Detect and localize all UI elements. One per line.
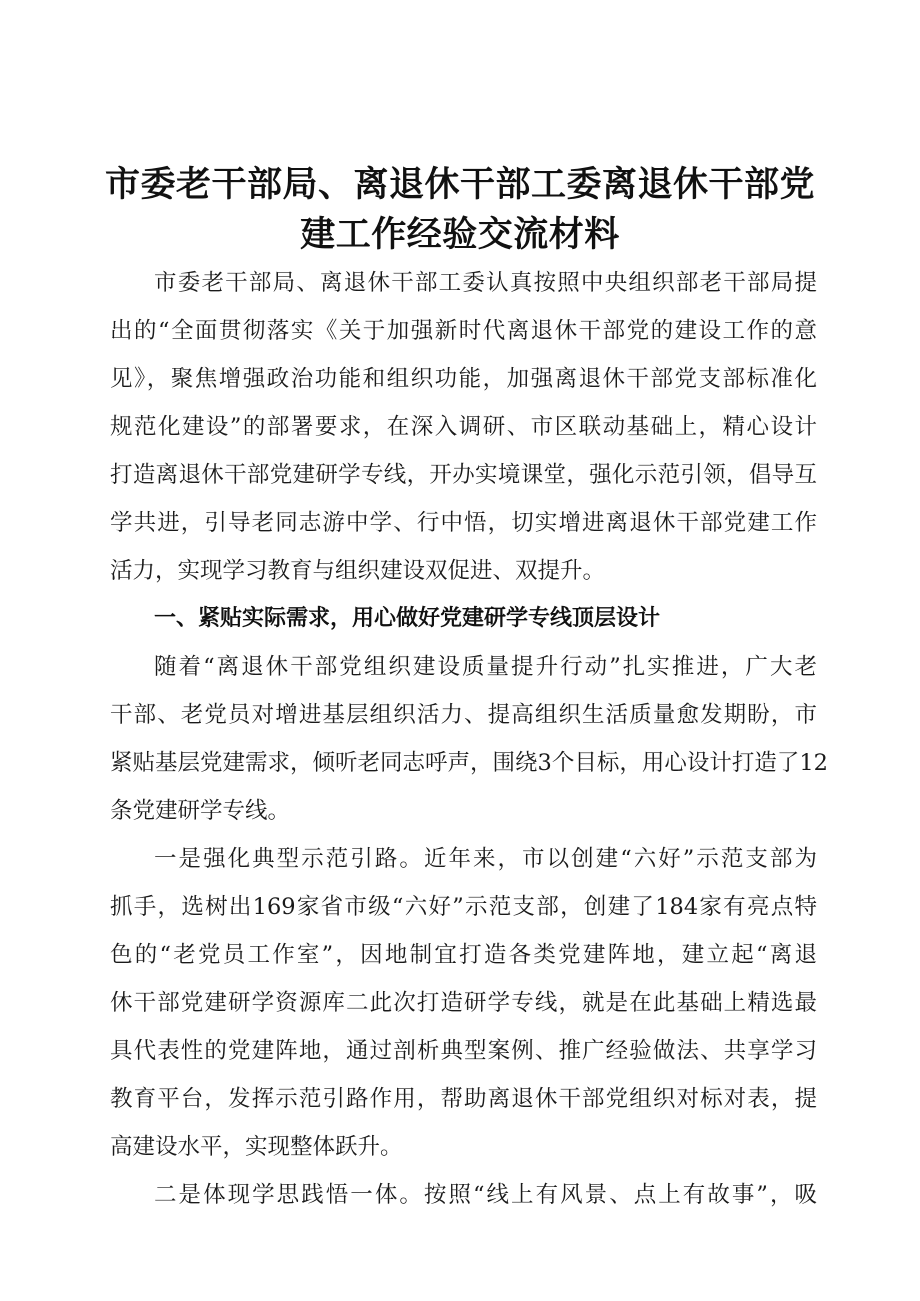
paragraph-3-line-2: 抓手，选树出169家省市级“六好”示范支部，创建了184家有亮点特 bbox=[110, 894, 817, 920]
document-title-line-2: 建工作经验交流材料 bbox=[300, 215, 620, 255]
section-heading-1: 一、紧贴实际需求，用心做好党建研学专线顶层设计 bbox=[154, 606, 661, 631]
paragraph-1-line-1: 市委老干部局、离退休干部工委认真按照中央组织部老干部局提 bbox=[154, 270, 817, 296]
paragraph-3-line-7: 高建设水平，实现整体跃升。 bbox=[110, 1134, 403, 1160]
paragraph-1-line-4: 规范化建设”的部署要求，在深入调研、市区联动基础上，精心设计 bbox=[110, 414, 817, 440]
paragraph-2-line-3: 紧贴基层党建需求，倾听老同志呼声，围绕3个目标，用心设计打造了12 bbox=[110, 750, 828, 776]
paragraph-3-line-3: 色的“老党员工作室”，因地制宜打造各类党建阵地，建立起“离退 bbox=[110, 942, 817, 968]
paragraph-2-line-4: 条党建研学专线。 bbox=[110, 798, 291, 824]
paragraph-2-line-1: 随着“离退休干部党组织建设质量提升行动”扎实推进，广大老 bbox=[154, 654, 817, 680]
paragraph-3-line-4: 休干部党建研学资源库二此次打造研学专线，就是在此基础上精选最 bbox=[110, 990, 817, 1016]
document-title-line-1: 市委老干部局、离退休干部工委离退休干部党 bbox=[104, 165, 815, 205]
paragraph-4-line-1: 二是体现学思践悟一体。按照“线上有风景、点上有故事”，吸 bbox=[154, 1182, 817, 1208]
paragraph-1-line-7: 活力，实现学习教育与组织建设双促进、双提升。 bbox=[110, 558, 606, 584]
paragraph-3-line-1: 一是强化典型示范引路。近年来，市以创建“六好”示范支部为 bbox=[154, 846, 817, 872]
paragraph-1-line-3: 见》，聚焦增强政治功能和组织功能，加强离退休干部党支部标准化 bbox=[110, 366, 817, 392]
paragraph-1-line-5: 打造离退休干部党建研学专线，开办实境课堂，强化示范引领，倡导互 bbox=[110, 462, 817, 488]
paragraph-2-line-2: 干部、老党员对增进基层组织活力、提高组织生活质量愈发期盼，市 bbox=[110, 702, 817, 728]
paragraph-1-line-6: 学共进，引导老同志游中学、行中悟，切实增进离退休干部党建工作 bbox=[110, 510, 817, 536]
paragraph-3-line-6: 教育平台，发挥示范引路作用，帮助离退休干部党组织对标对表，提 bbox=[110, 1086, 817, 1112]
paragraph-1-line-2: 出的“全面贯彻落实《关于加强新时代离退休干部党的建设工作的意 bbox=[110, 318, 817, 344]
paragraph-3-line-5: 具代表性的党建阵地，通过剖析典型案例、推广经验做法、共享学习 bbox=[110, 1038, 817, 1064]
